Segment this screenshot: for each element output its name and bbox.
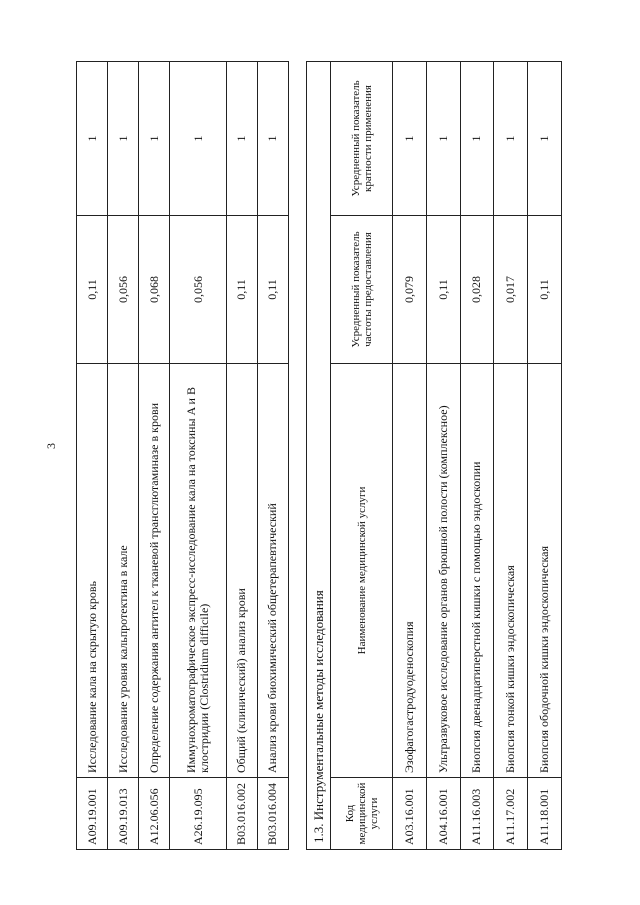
service-name: Исследование уровня кальпротектина в кале: [108, 364, 139, 778]
frequency-value: 0,056: [108, 216, 139, 364]
service-code: A11.17.002: [494, 778, 528, 850]
service-name: Общий (клинический) анализ крови: [226, 364, 257, 778]
name-column-header: Наименование медицинской услуги: [331, 364, 393, 778]
multiplicity-column-header: Усредненный показатель кратности применения: [331, 61, 393, 215]
table-row: [426, 61, 460, 849]
multiplicity-value: 1: [393, 61, 427, 215]
section-title-row: [307, 61, 331, 849]
table-row: [77, 62, 108, 850]
frequency-value: 0,056: [170, 216, 226, 364]
table-row: [393, 61, 427, 849]
service-name: Биопсия тонкой кишки эндоскопическая: [494, 364, 528, 778]
frequency-column-header: Усредненный показатель частоты предоставления: [331, 216, 393, 364]
code-column-header: Код медицинской услуги: [331, 778, 393, 850]
lab-tests-table: [76, 62, 289, 850]
frequency-value: 0,11: [528, 216, 562, 364]
multiplicity-value: 1: [226, 62, 257, 216]
multiplicity-value: 1: [108, 62, 139, 216]
multiplicity-value: 1: [257, 62, 288, 216]
table-header-row: [331, 61, 393, 849]
frequency-value: 0,017: [494, 216, 528, 364]
table-row: [108, 62, 139, 850]
multiplicity-value: 1: [139, 62, 170, 216]
table-row: [494, 61, 528, 849]
frequency-value: 0,11: [257, 216, 288, 364]
service-code: A11.18.001: [528, 778, 562, 850]
service-code: A09.19.013: [108, 778, 139, 850]
service-name: Исследование кала на скрытую кровь: [77, 364, 108, 778]
multiplicity-value: 1: [77, 62, 108, 216]
service-name: Ультразвуковое исследование органов брюшной полости (комплексное): [426, 364, 460, 778]
multiplicity-value: 1: [170, 62, 226, 216]
multiplicity-value: 1: [528, 61, 562, 215]
service-name: Определение содержания антител к тканевой трансглютаминазе в крови: [139, 364, 170, 778]
table-row: [170, 62, 226, 850]
service-name: Биопсия ободочной кишки эндоскопическая: [528, 364, 562, 778]
frequency-value: 0,068: [139, 216, 170, 364]
multiplicity-value: 1: [426, 61, 460, 215]
table-row: [226, 62, 257, 850]
page-number: 3: [44, 443, 58, 449]
service-code: B03.016.002: [226, 778, 257, 850]
table-row: [139, 62, 170, 850]
table-row: [528, 61, 562, 849]
section-title: 1.3. Инструментальные методы исследования: [307, 61, 331, 849]
service-name: Иммунохроматографическое экспресс-исследование кала на токсины A и B клостридии (Clostridium difficile): [170, 364, 226, 778]
service-code: A12.06.056: [139, 778, 170, 850]
instrumental-methods-table: [306, 62, 562, 850]
service-code: B03.016.004: [257, 778, 288, 850]
frequency-value: 0,11: [426, 216, 460, 364]
multiplicity-value: 1: [494, 61, 528, 215]
table-row: [257, 62, 288, 850]
frequency-value: 0,028: [460, 216, 494, 364]
table-row: [460, 61, 494, 849]
multiplicity-value: 1: [460, 61, 494, 215]
service-code: A09.19.001: [77, 778, 108, 850]
frequency-value: 0,11: [226, 216, 257, 364]
service-code: A26.19.095: [170, 778, 226, 850]
frequency-value: 0,079: [393, 216, 427, 364]
service-code: A11.16.003: [460, 778, 494, 850]
frequency-value: 0,11: [77, 216, 108, 364]
service-code: A03.16.001: [393, 778, 427, 850]
service-name: Анализ крови биохимический общетерапевтический: [257, 364, 288, 778]
service-code: A04.16.001: [426, 778, 460, 850]
service-name: Эзофагогастродуоденоскопия: [393, 364, 427, 778]
service-name: Биопсия двенадцатиперстной кишки с помощью эндоскопии: [460, 364, 494, 778]
